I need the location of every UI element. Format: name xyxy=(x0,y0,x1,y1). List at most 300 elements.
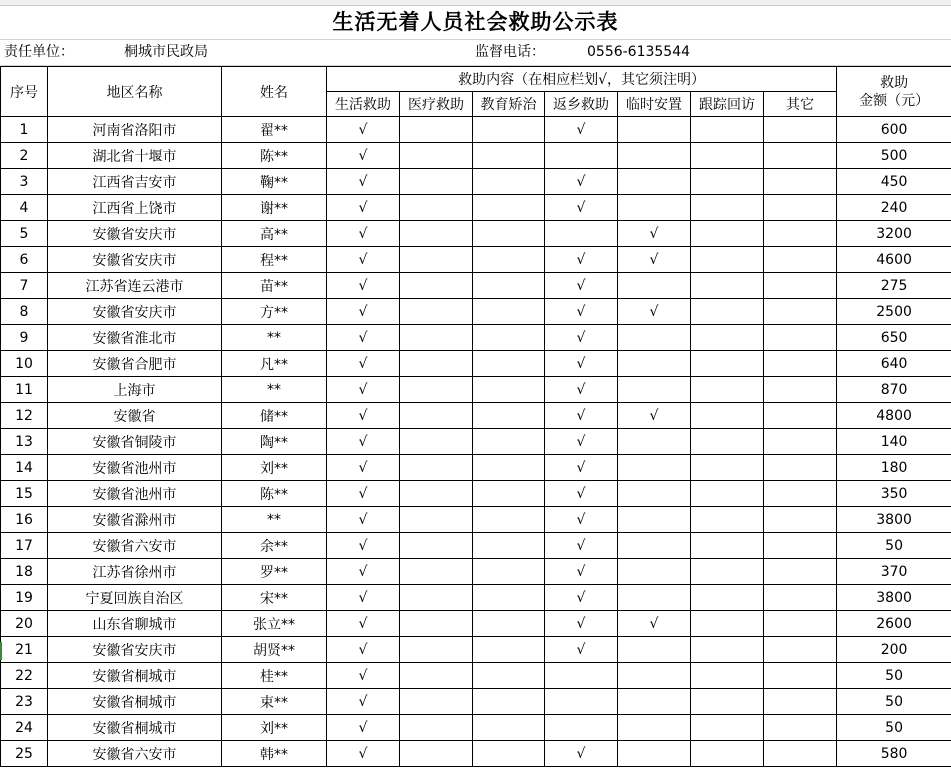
cell-check-6[interactable] xyxy=(691,455,764,481)
cell-check-3[interactable] xyxy=(473,689,545,715)
cell-seq[interactable]: 22 xyxy=(1,663,48,689)
cell-check-3[interactable] xyxy=(473,403,545,429)
cell-check-6[interactable] xyxy=(691,533,764,559)
cell-check-4[interactable]: √ xyxy=(545,533,618,559)
cell-seq[interactable]: 13 xyxy=(1,429,48,455)
cell-name[interactable]: ** xyxy=(222,325,327,351)
cell-name[interactable]: 高** xyxy=(222,221,327,247)
cell-check-6[interactable] xyxy=(691,741,764,767)
table-row xyxy=(1,663,951,689)
cell-seq[interactable]: 17 xyxy=(1,533,48,559)
cell-check-5[interactable] xyxy=(618,533,691,559)
cell-amount[interactable]: 450 xyxy=(837,169,951,195)
cell-check-3[interactable] xyxy=(473,429,545,455)
cell-region[interactable]: 安徽省桐城市 xyxy=(48,715,222,741)
cell-amount[interactable]: 50 xyxy=(837,663,951,689)
cell-amount[interactable]: 275 xyxy=(837,273,951,299)
cell-check-4[interactable] xyxy=(545,221,618,247)
cell-seq[interactable]: 11 xyxy=(1,377,48,403)
cell-name[interactable]: 束** xyxy=(222,689,327,715)
cell-name[interactable]: 苗** xyxy=(222,273,327,299)
cell-region[interactable]: 宁夏回族自治区 xyxy=(48,585,222,611)
cell-name[interactable]: 陈** xyxy=(222,481,327,507)
header-region[interactable]: 地区名称 xyxy=(48,67,222,117)
cell-check-7[interactable] xyxy=(764,143,837,169)
cell-check-2[interactable] xyxy=(400,559,473,585)
cell-check-7[interactable] xyxy=(764,533,837,559)
cell-amount[interactable]: 4800 xyxy=(837,403,951,429)
cell-check-5[interactable]: √ xyxy=(618,403,691,429)
cell-amount[interactable]: 50 xyxy=(837,689,951,715)
cell-check-7[interactable] xyxy=(764,351,837,377)
cell-region[interactable]: 安徽省六安市 xyxy=(48,533,222,559)
cell-check-7[interactable] xyxy=(764,169,837,195)
cell-check-3[interactable] xyxy=(473,351,545,377)
cell-check-3[interactable] xyxy=(473,481,545,507)
cell-check-1[interactable]: √ xyxy=(327,455,400,481)
cell-check-6[interactable] xyxy=(691,559,764,585)
cell-check-3[interactable] xyxy=(473,377,545,403)
cell-check-3[interactable] xyxy=(473,247,545,273)
cell-seq[interactable]: 7 xyxy=(1,273,48,299)
cell-check-2[interactable] xyxy=(400,247,473,273)
cell-amount[interactable]: 2600 xyxy=(837,611,951,637)
cell-check-3[interactable] xyxy=(473,663,545,689)
cell-check-1[interactable]: √ xyxy=(327,507,400,533)
cell-seq[interactable]: 23 xyxy=(1,689,48,715)
cell-check-5[interactable] xyxy=(618,169,691,195)
cell-region[interactable]: 安徽省桐城市 xyxy=(48,663,222,689)
cell-check-4[interactable] xyxy=(545,663,618,689)
cell-check-6[interactable] xyxy=(691,429,764,455)
cell-amount[interactable]: 200 xyxy=(837,637,951,663)
cell-region[interactable]: 安徽省池州市 xyxy=(48,481,222,507)
cell-name[interactable]: 刘** xyxy=(222,715,327,741)
cell-amount[interactable]: 870 xyxy=(837,377,951,403)
cell-check-1[interactable]: √ xyxy=(327,143,400,169)
cell-seq[interactable]: 1 xyxy=(1,117,48,143)
cell-check-5[interactable] xyxy=(618,429,691,455)
cell-check-4[interactable]: √ xyxy=(545,351,618,377)
cell-name[interactable]: 谢** xyxy=(222,195,327,221)
cell-seq[interactable]: 12 xyxy=(1,403,48,429)
cell-check-7[interactable] xyxy=(764,195,837,221)
cell-seq[interactable]: 25 xyxy=(1,741,48,767)
cell-amount[interactable]: 600 xyxy=(837,117,951,143)
cell-check-2[interactable] xyxy=(400,377,473,403)
cell-check-4[interactable]: √ xyxy=(545,377,618,403)
cell-name[interactable]: ** xyxy=(222,377,327,403)
cell-check-7[interactable] xyxy=(764,273,837,299)
cell-check-5[interactable]: √ xyxy=(618,299,691,325)
cell-check-1[interactable]: √ xyxy=(327,117,400,143)
cell-check-5[interactable] xyxy=(618,481,691,507)
cell-check-6[interactable] xyxy=(691,273,764,299)
cell-amount[interactable]: 650 xyxy=(837,325,951,351)
cell-check-7[interactable] xyxy=(764,481,837,507)
cell-region[interactable]: 安徽省安庆市 xyxy=(48,299,222,325)
cell-check-2[interactable] xyxy=(400,741,473,767)
table-row xyxy=(1,507,951,533)
cell-check-2[interactable] xyxy=(400,481,473,507)
cell-check-6[interactable] xyxy=(691,299,764,325)
cell-seq[interactable]: 4 xyxy=(1,195,48,221)
cell-check-5[interactable] xyxy=(618,715,691,741)
cell-check-2[interactable] xyxy=(400,689,473,715)
cell-seq[interactable]: 16 xyxy=(1,507,48,533)
header-content[interactable]: 救助内容（在相应栏划√，其它须注明） xyxy=(327,67,837,92)
cell-check-3[interactable] xyxy=(473,715,545,741)
table-row xyxy=(1,429,951,455)
cell-check-4[interactable]: √ xyxy=(545,195,618,221)
cell-check-5[interactable] xyxy=(618,559,691,585)
cell-name[interactable]: 张立** xyxy=(222,611,327,637)
table-row xyxy=(1,117,951,143)
cell-check-4[interactable]: √ xyxy=(545,273,618,299)
cell-amount[interactable]: 50 xyxy=(837,533,951,559)
cell-amount[interactable]: 580 xyxy=(837,741,951,767)
cell-check-7[interactable] xyxy=(764,377,837,403)
cell-region[interactable]: 安徽省安庆市 xyxy=(48,221,222,247)
cell-name[interactable]: 韩** xyxy=(222,741,327,767)
cell-check-2[interactable] xyxy=(400,403,473,429)
cell-amount[interactable]: 4600 xyxy=(837,247,951,273)
cell-check-2[interactable] xyxy=(400,117,473,143)
cell-check-6[interactable] xyxy=(691,663,764,689)
cell-check-4[interactable]: √ xyxy=(545,559,618,585)
cell-region[interactable]: 江西省上饶市 xyxy=(48,195,222,221)
cell-name[interactable]: 陈** xyxy=(222,143,327,169)
cell-check-4[interactable]: √ xyxy=(545,507,618,533)
cell-check-6[interactable] xyxy=(691,351,764,377)
cell-seq[interactable]: 14 xyxy=(1,455,48,481)
cell-check-7[interactable] xyxy=(764,429,837,455)
cell-check-2[interactable] xyxy=(400,715,473,741)
cell-check-7[interactable] xyxy=(764,559,837,585)
cell-check-4[interactable]: √ xyxy=(545,117,618,143)
cell-amount[interactable]: 640 xyxy=(837,351,951,377)
cell-check-3[interactable] xyxy=(473,741,545,767)
cell-check-4[interactable] xyxy=(545,143,618,169)
cell-region[interactable]: 安徽省安庆市 xyxy=(48,637,222,663)
cell-check-5[interactable]: √ xyxy=(618,611,691,637)
cell-check-6[interactable] xyxy=(691,585,764,611)
cell-check-1[interactable]: √ xyxy=(327,377,400,403)
cell-check-3[interactable] xyxy=(473,533,545,559)
cell-region[interactable]: 安徽省安庆市 xyxy=(48,247,222,273)
cell-seq[interactable]: 15 xyxy=(1,481,48,507)
cell-check-5[interactable] xyxy=(618,143,691,169)
cell-check-1[interactable]: √ xyxy=(327,663,400,689)
header-seq[interactable]: 序号 xyxy=(1,67,48,117)
cell-name[interactable]: 陶** xyxy=(222,429,327,455)
header-sub-2[interactable]: 医疗救助 xyxy=(400,92,473,117)
cell-check-6[interactable] xyxy=(691,117,764,143)
cell-check-3[interactable] xyxy=(473,611,545,637)
cell-region[interactable]: 安徽省 xyxy=(48,403,222,429)
cell-check-5[interactable] xyxy=(618,663,691,689)
cell-check-4[interactable]: √ xyxy=(545,403,618,429)
cell-check-5[interactable] xyxy=(618,507,691,533)
cell-check-4[interactable]: √ xyxy=(545,429,618,455)
cell-amount[interactable]: 350 xyxy=(837,481,951,507)
cell-check-5[interactable] xyxy=(618,273,691,299)
header-sub-4[interactable]: 返乡救助 xyxy=(545,92,618,117)
cell-check-3[interactable] xyxy=(473,637,545,663)
cell-seq[interactable]: 21 xyxy=(1,637,48,663)
cell-seq[interactable]: 6 xyxy=(1,247,48,273)
cell-region[interactable]: 安徽省六安市 xyxy=(48,741,222,767)
cell-seq[interactable]: 24 xyxy=(1,715,48,741)
cell-name[interactable]: 桂** xyxy=(222,663,327,689)
cell-check-3[interactable] xyxy=(473,117,545,143)
cell-check-3[interactable] xyxy=(473,195,545,221)
cell-seq[interactable]: 5 xyxy=(1,221,48,247)
cell-region[interactable]: 江苏省连云港市 xyxy=(48,273,222,299)
cell-check-7[interactable] xyxy=(764,117,837,143)
cell-amount[interactable]: 140 xyxy=(837,429,951,455)
cell-check-6[interactable] xyxy=(691,143,764,169)
cell-check-4[interactable] xyxy=(545,715,618,741)
cell-amount[interactable]: 2500 xyxy=(837,299,951,325)
cell-name[interactable]: 程** xyxy=(222,247,327,273)
cell-check-7[interactable] xyxy=(764,299,837,325)
cell-check-4[interactable]: √ xyxy=(545,325,618,351)
cell-check-4[interactable]: √ xyxy=(545,637,618,663)
header-sub-6[interactable]: 跟踪回访 xyxy=(691,92,764,117)
cell-seq[interactable]: 3 xyxy=(1,169,48,195)
cell-check-3[interactable] xyxy=(473,559,545,585)
cell-check-3[interactable] xyxy=(473,325,545,351)
cell-amount[interactable]: 500 xyxy=(837,143,951,169)
cell-check-2[interactable] xyxy=(400,585,473,611)
cell-seq[interactable]: 8 xyxy=(1,299,48,325)
cell-check-5[interactable] xyxy=(618,455,691,481)
cell-region[interactable]: 安徽省滁州市 xyxy=(48,507,222,533)
cell-region[interactable]: 江西省吉安市 xyxy=(48,169,222,195)
cell-check-6[interactable] xyxy=(691,169,764,195)
cell-check-5[interactable] xyxy=(618,637,691,663)
cell-check-1[interactable]: √ xyxy=(327,533,400,559)
cell-check-4[interactable]: √ xyxy=(545,169,618,195)
cell-check-7[interactable] xyxy=(764,663,837,689)
cell-check-5[interactable] xyxy=(618,195,691,221)
cell-check-6[interactable] xyxy=(691,637,764,663)
cell-region[interactable]: 江苏省徐州市 xyxy=(48,559,222,585)
cell-check-3[interactable] xyxy=(473,143,545,169)
cell-check-5[interactable] xyxy=(618,585,691,611)
cell-check-2[interactable] xyxy=(400,299,473,325)
header-amount[interactable] xyxy=(837,67,951,117)
cell-check-1[interactable]: √ xyxy=(327,403,400,429)
cell-name[interactable]: 罗** xyxy=(222,559,327,585)
cell-check-1[interactable]: √ xyxy=(327,559,400,585)
cell-check-4[interactable] xyxy=(545,689,618,715)
cell-check-5[interactable]: √ xyxy=(618,221,691,247)
cell-check-1[interactable]: √ xyxy=(327,611,400,637)
cell-check-5[interactable]: √ xyxy=(618,247,691,273)
cell-check-3[interactable] xyxy=(473,273,545,299)
header-name[interactable]: 姓名 xyxy=(222,67,327,117)
cell-name[interactable]: 宋** xyxy=(222,585,327,611)
table-row xyxy=(1,689,951,715)
cell-check-1[interactable]: √ xyxy=(327,351,400,377)
header-sub-7[interactable]: 其它 xyxy=(764,92,837,117)
cell-check-3[interactable] xyxy=(473,221,545,247)
cell-check-1[interactable]: √ xyxy=(327,169,400,195)
cell-check-4[interactable]: √ xyxy=(545,299,618,325)
cell-check-4[interactable]: √ xyxy=(545,611,618,637)
cell-check-2[interactable] xyxy=(400,325,473,351)
cell-amount[interactable]: 3800 xyxy=(837,585,951,611)
cell-check-2[interactable] xyxy=(400,507,473,533)
relief-table xyxy=(0,66,951,767)
cell-name[interactable]: 凡** xyxy=(222,351,327,377)
cell-check-7[interactable] xyxy=(764,611,837,637)
cell-seq[interactable]: 9 xyxy=(1,325,48,351)
cell-check-2[interactable] xyxy=(400,143,473,169)
header-row xyxy=(1,67,951,92)
cell-check-7[interactable] xyxy=(764,403,837,429)
cell-check-1[interactable]: √ xyxy=(327,247,400,273)
cell-seq[interactable]: 2 xyxy=(1,143,48,169)
cell-check-7[interactable] xyxy=(764,247,837,273)
cell-region[interactable]: 河南省洛阳市 xyxy=(48,117,222,143)
cell-check-3[interactable] xyxy=(473,455,545,481)
cell-check-7[interactable] xyxy=(764,637,837,663)
cell-check-2[interactable] xyxy=(400,195,473,221)
cell-amount[interactable]: 3800 xyxy=(837,507,951,533)
cell-check-5[interactable] xyxy=(618,325,691,351)
cell-check-1[interactable]: √ xyxy=(327,429,400,455)
cell-check-6[interactable] xyxy=(691,481,764,507)
cell-name[interactable]: 储** xyxy=(222,403,327,429)
cell-check-1[interactable]: √ xyxy=(327,585,400,611)
table-row xyxy=(1,377,951,403)
cell-check-2[interactable] xyxy=(400,533,473,559)
cell-amount[interactable]: 240 xyxy=(837,195,951,221)
cell-check-6[interactable] xyxy=(691,611,764,637)
cell-check-4[interactable]: √ xyxy=(545,481,618,507)
cell-region[interactable]: 安徽省池州市 xyxy=(48,455,222,481)
cell-amount[interactable]: 180 xyxy=(837,455,951,481)
header-sub-5[interactable]: 临时安置 xyxy=(618,92,691,117)
cell-check-2[interactable] xyxy=(400,455,473,481)
page-title: 生活无着人员社会救助公示表 xyxy=(0,5,951,40)
cell-name[interactable]: ** xyxy=(222,507,327,533)
table-row xyxy=(1,741,951,767)
cell-check-3[interactable] xyxy=(473,299,545,325)
cell-seq[interactable]: 18 xyxy=(1,559,48,585)
cell-check-3[interactable] xyxy=(473,169,545,195)
cell-check-2[interactable] xyxy=(400,611,473,637)
cell-check-2[interactable] xyxy=(400,221,473,247)
cell-check-2[interactable] xyxy=(400,351,473,377)
cell-check-7[interactable] xyxy=(764,689,837,715)
cell-check-1[interactable]: √ xyxy=(327,741,400,767)
cell-check-5[interactable] xyxy=(618,117,691,143)
cell-check-1[interactable]: √ xyxy=(327,325,400,351)
table-row xyxy=(1,273,951,299)
cell-check-7[interactable] xyxy=(764,455,837,481)
cell-check-4[interactable]: √ xyxy=(545,585,618,611)
cell-check-7[interactable] xyxy=(764,715,837,741)
cell-check-1[interactable]: √ xyxy=(327,689,400,715)
cell-name[interactable]: 翟** xyxy=(222,117,327,143)
header-amount-line2: 金额（元） xyxy=(859,92,930,109)
cell-check-4[interactable]: √ xyxy=(545,455,618,481)
cell-region[interactable]: 安徽省淮北市 xyxy=(48,325,222,351)
cell-check-6[interactable] xyxy=(691,247,764,273)
cell-check-6[interactable] xyxy=(691,377,764,403)
cell-check-2[interactable] xyxy=(400,429,473,455)
cell-check-1[interactable]: √ xyxy=(327,715,400,741)
cell-amount[interactable]: 370 xyxy=(837,559,951,585)
cell-check-6[interactable] xyxy=(691,715,764,741)
cell-region[interactable]: 安徽省铜陵市 xyxy=(48,429,222,455)
table-row xyxy=(1,299,951,325)
header-sub-3[interactable]: 教育矫治 xyxy=(473,92,545,117)
cell-name[interactable]: 胡贤** xyxy=(222,637,327,663)
cell-check-6[interactable] xyxy=(691,195,764,221)
cell-check-2[interactable] xyxy=(400,169,473,195)
cell-seq[interactable]: 10 xyxy=(1,351,48,377)
cell-seq[interactable]: 20 xyxy=(1,611,48,637)
cell-amount[interactable]: 3200 xyxy=(837,221,951,247)
cell-check-3[interactable] xyxy=(473,507,545,533)
cell-check-2[interactable] xyxy=(400,637,473,663)
cell-check-2[interactable] xyxy=(400,663,473,689)
cell-check-6[interactable] xyxy=(691,689,764,715)
cell-check-6[interactable] xyxy=(691,507,764,533)
cell-check-1[interactable]: √ xyxy=(327,273,400,299)
cell-name[interactable]: 余** xyxy=(222,533,327,559)
cell-check-5[interactable] xyxy=(618,689,691,715)
cell-check-6[interactable] xyxy=(691,403,764,429)
cell-check-7[interactable] xyxy=(764,741,837,767)
cell-check-5[interactable] xyxy=(618,741,691,767)
cell-check-1[interactable]: √ xyxy=(327,221,400,247)
cell-amount[interactable]: 50 xyxy=(837,715,951,741)
cell-check-3[interactable] xyxy=(473,585,545,611)
cell-check-7[interactable] xyxy=(764,221,837,247)
cell-check-7[interactable] xyxy=(764,325,837,351)
cell-region[interactable]: 湖北省十堰市 xyxy=(48,143,222,169)
cell-check-5[interactable] xyxy=(618,377,691,403)
cell-seq[interactable]: 19 xyxy=(1,585,48,611)
cell-check-6[interactable] xyxy=(691,325,764,351)
cell-name[interactable]: 方** xyxy=(222,299,327,325)
cell-check-1[interactable]: √ xyxy=(327,299,400,325)
cell-check-7[interactable] xyxy=(764,507,837,533)
cell-name[interactable]: 刘** xyxy=(222,455,327,481)
cell-name[interactable]: 鞠** xyxy=(222,169,327,195)
cell-check-2[interactable] xyxy=(400,273,473,299)
cell-check-1[interactable]: √ xyxy=(327,481,400,507)
cell-check-4[interactable]: √ xyxy=(545,741,618,767)
cell-check-1[interactable]: √ xyxy=(327,195,400,221)
cell-region[interactable]: 安徽省合肥市 xyxy=(48,351,222,377)
cell-check-4[interactable]: √ xyxy=(545,247,618,273)
cell-check-6[interactable] xyxy=(691,221,764,247)
cell-region[interactable]: 安徽省桐城市 xyxy=(48,689,222,715)
cell-region[interactable]: 山东省聊城市 xyxy=(48,611,222,637)
cell-check-1[interactable]: √ xyxy=(327,637,400,663)
cell-check-7[interactable] xyxy=(764,585,837,611)
cell-region[interactable]: 上海市 xyxy=(48,377,222,403)
cell-check-5[interactable] xyxy=(618,351,691,377)
header-sub-1[interactable]: 生活救助 xyxy=(327,92,400,117)
